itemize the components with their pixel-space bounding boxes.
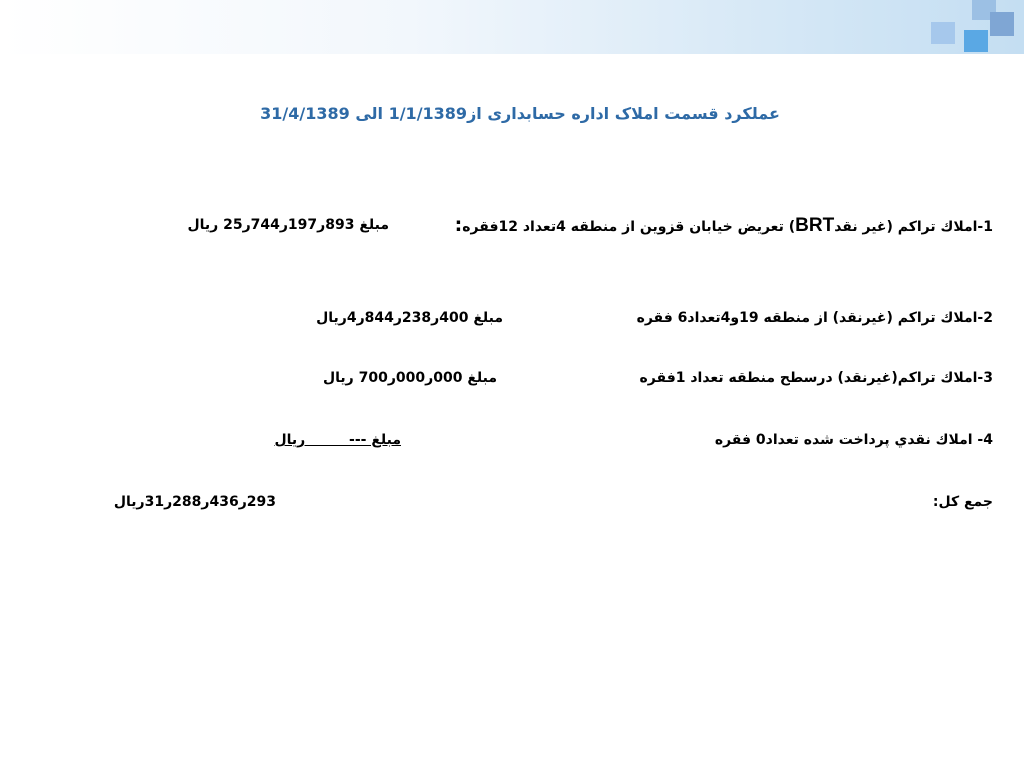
item-4-amount: مبلغ --- ريال bbox=[274, 432, 401, 448]
item-1-desc-prefix: 1-املاك تراكم (غير نقد bbox=[834, 219, 993, 235]
item-3-description: 3-املاك تراكم(غيرنقد) درسطح منطقه تعداد 1فقره bbox=[639, 370, 993, 386]
total-amount: 293ر436ر288ر31ريال bbox=[113, 494, 276, 510]
item-3-amount: مبلغ 000ر000ر700 ريال bbox=[323, 370, 497, 386]
decorative-square bbox=[931, 22, 955, 44]
decorative-square bbox=[990, 12, 1014, 36]
header-gradient-band bbox=[0, 0, 1024, 54]
item-2-amount: مبلغ 400ر238ر844ر4ريال bbox=[316, 310, 503, 326]
item-1-desc-suffix: ) تعريض خيابان قزوين از منطقه 4تعداد 12فقره bbox=[462, 219, 796, 235]
item-1-description bbox=[455, 214, 993, 237]
slide-title: عملکرد قسمت املاک اداره حسابداری از1/1/1389 الی 31/4/1389 bbox=[260, 104, 780, 123]
item-4-description: 4- املاك نقدي پرداخت شده تعداد0 فقره bbox=[714, 432, 993, 448]
decorative-square bbox=[964, 30, 988, 52]
item-1-amount: مبلغ 893ر197ر744ر25 ريال bbox=[187, 217, 389, 233]
item-1-colon: : bbox=[454, 214, 463, 236]
item-2-description: 2-املاك تراكم (غيرنقد) از منطقه 19و4تعداد6 فقره bbox=[636, 310, 993, 326]
total-label: جمع كل: bbox=[932, 494, 993, 510]
item-1-brt-label: BRT bbox=[795, 215, 835, 236]
